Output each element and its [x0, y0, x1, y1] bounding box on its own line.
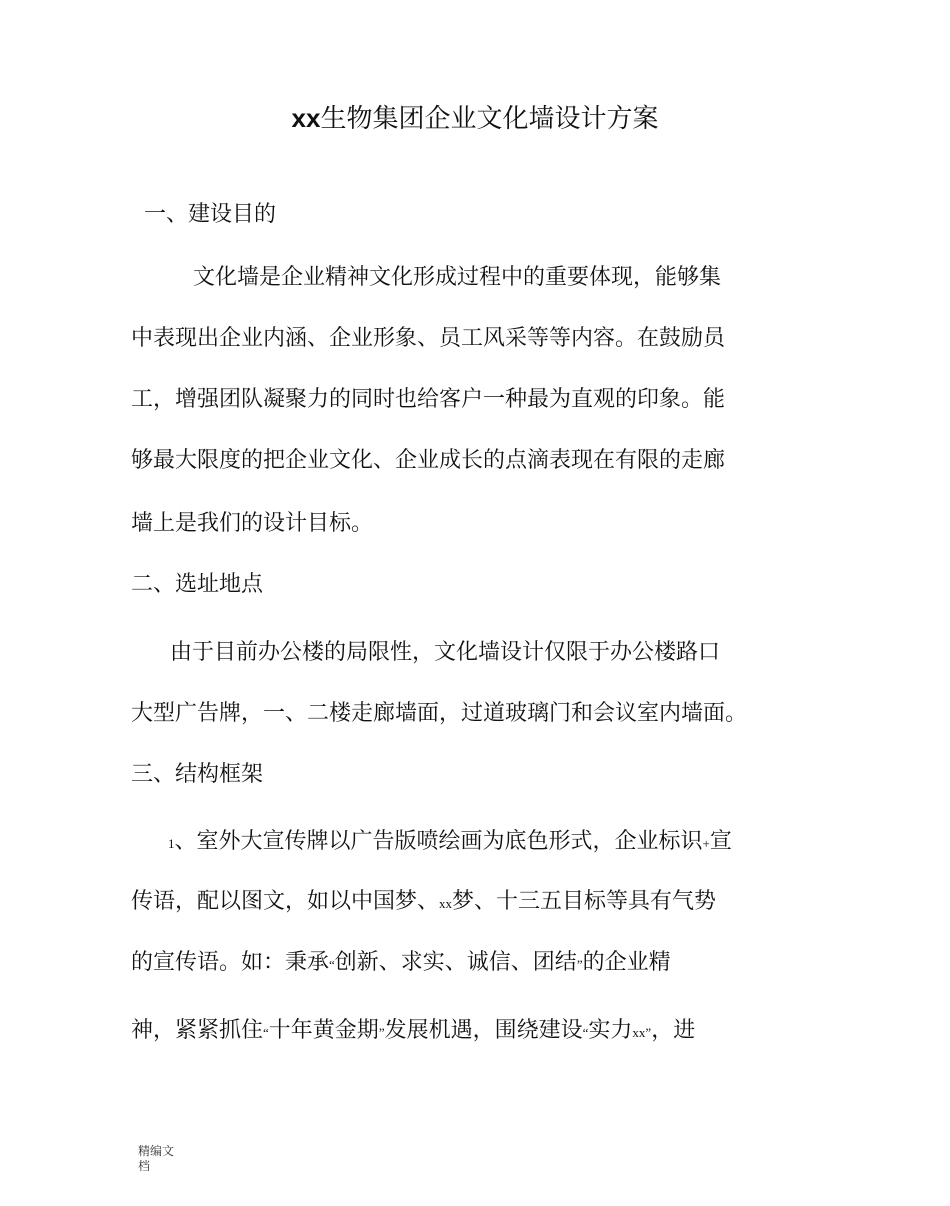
footer-line: 精编文: [138, 1144, 175, 1158]
paragraph-line: 够最大限度的把企业文化、企业成长的点滴表现在有限的走廊: [131, 448, 726, 473]
paragraph-line: 墙上是我们的设计目标。: [131, 511, 374, 536]
document-title: [0, 98, 950, 139]
section-heading-structure: 三、结构框架: [131, 762, 264, 787]
paragraph-line: 工，增强团队凝聚力的同时也给客户一种最为直观的印象。能: [131, 387, 726, 412]
paragraph-line: 1、室外大宣传牌以广告版喷绘画为底色形式，企业标识+宣: [168, 829, 732, 854]
title-text: 生物集团企业文化墙设计方案: [320, 104, 659, 134]
paragraph-line: 大型广告牌，一、二楼走廊墙面，过道玻璃门和会议室内墙面。: [131, 701, 748, 726]
paragraph-line: 传语，配以图文，如以中国梦、xx梦、十三五目标等具有气势: [131, 889, 717, 914]
section-heading-location: 二、选址地点: [131, 572, 264, 597]
footer-line: 档: [138, 1159, 151, 1173]
paragraph-line: 神，紧紧抓住“十年黄金期”发展机遇，围绕建设“实力xx”，进: [131, 1018, 696, 1043]
paragraph-line: 文化墙是企业精神文化形成过程中的重要体现，能够集: [193, 265, 722, 290]
paragraph-line: 由于目前办公楼的局限性，文化墙设计仅限于办公楼路口: [170, 640, 721, 665]
paragraph-line: 的宣传语。如：秉承“创新、求实、诚信、团结”的企业精: [131, 950, 671, 975]
title-prefix: xx: [291, 103, 321, 133]
item-number: 1: [168, 836, 175, 851]
paragraph-line: 中表现出企业内涵、企业形象、员工风采等等内容。在鼓励员: [131, 326, 726, 351]
footer-watermark: [138, 1144, 188, 1174]
section-heading-purpose: 一、建设目的: [144, 202, 277, 227]
